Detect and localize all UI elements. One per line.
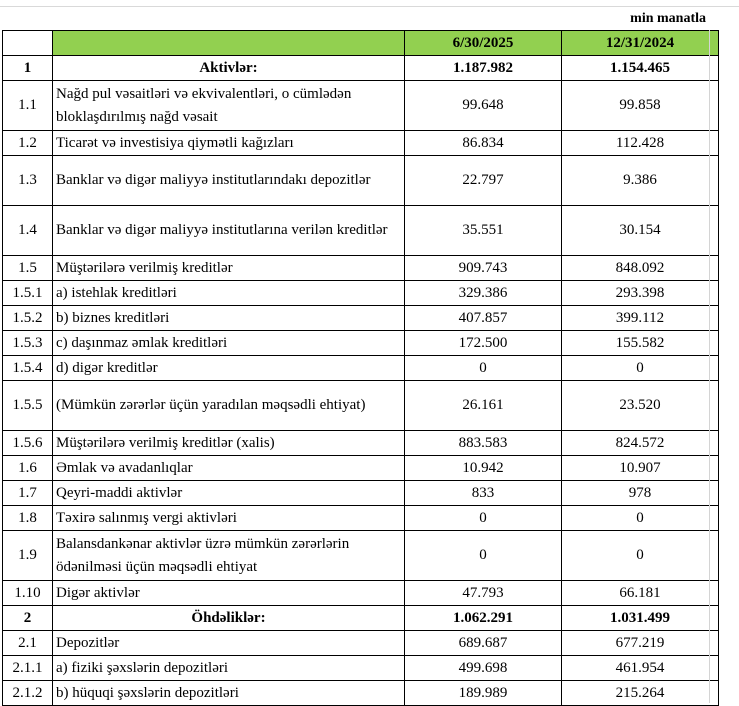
table-row	[3, 306, 719, 331]
row-code-cell[interactable]: 2	[3, 606, 53, 631]
row-description-cell[interactable]: Təxirə salınmış vergi aktivləri	[53, 506, 405, 531]
row-value-2024-cell[interactable]: 978	[562, 481, 719, 506]
header-col1-date[interactable]: 6/30/2025	[405, 31, 562, 56]
row-code-cell[interactable]: 1.10	[3, 581, 53, 606]
row-value-2025-cell[interactable]: 883.583	[405, 431, 562, 456]
row-value-2025-cell[interactable]: 833	[405, 481, 562, 506]
row-value-2025-cell[interactable]: 35.551	[405, 206, 562, 256]
row-code-cell[interactable]: 1.5	[3, 256, 53, 281]
row-value-2024-cell[interactable]: 461.954	[562, 656, 719, 681]
table-row	[3, 331, 719, 356]
row-code-cell[interactable]: 1.1	[3, 81, 53, 131]
cut-off-top-row	[0, 0, 739, 7]
row-value-2025-cell[interactable]: 0	[405, 356, 562, 381]
row-code-cell[interactable]: 1.5.3	[3, 331, 53, 356]
row-code-cell[interactable]: 1.5.1	[3, 281, 53, 306]
row-value-2024-cell[interactable]: 30.154	[562, 206, 719, 256]
row-description-cell[interactable]: Banklar və digər maliyyə institutlarındakı depozitlər	[53, 156, 405, 206]
row-description-cell[interactable]: Əmlak və avadanlıqlar	[53, 456, 405, 481]
header-row	[3, 31, 719, 56]
row-value-2025-cell[interactable]: 22.797	[405, 156, 562, 206]
row-code-cell[interactable]: 2.1	[3, 631, 53, 656]
table-row	[3, 256, 719, 281]
row-value-2025-cell[interactable]: 99.648	[405, 81, 562, 131]
row-code-cell[interactable]: 1.8	[3, 506, 53, 531]
row-value-2025-cell[interactable]: 189.989	[405, 681, 562, 706]
row-value-2025-cell[interactable]: 86.834	[405, 131, 562, 156]
row-value-2024-cell[interactable]: 23.520	[562, 381, 719, 431]
row-code-cell[interactable]: 1.2	[3, 131, 53, 156]
row-description-cell[interactable]: Qeyri-maddi aktivlər	[53, 481, 405, 506]
row-code-cell[interactable]: 1.4	[3, 206, 53, 256]
row-description-cell[interactable]: b) hüquqi şəxslərin depozitləri	[53, 681, 405, 706]
table-row	[3, 481, 719, 506]
table-row	[3, 531, 719, 581]
table-row	[3, 281, 719, 306]
row-value-2024-cell[interactable]: 0	[562, 531, 719, 581]
row-description-cell[interactable]: Depozitlər	[53, 631, 405, 656]
row-value-2025-cell[interactable]: 407.857	[405, 306, 562, 331]
row-description-cell[interactable]: d) digər kreditlər	[53, 356, 405, 381]
row-value-2025-cell[interactable]: 172.500	[405, 331, 562, 356]
row-code-cell[interactable]: 1.6	[3, 456, 53, 481]
row-value-2025-cell[interactable]: 47.793	[405, 581, 562, 606]
row-description-cell[interactable]: Digər aktivlər	[53, 581, 405, 606]
row-value-2024-cell[interactable]: 1.154.465	[562, 56, 719, 81]
row-value-2025-cell[interactable]: 0	[405, 506, 562, 531]
row-code-cell[interactable]: 1.5.2	[3, 306, 53, 331]
row-value-2024-cell[interactable]: 99.858	[562, 81, 719, 131]
table-row	[3, 456, 719, 481]
row-code-cell[interactable]: 1.7	[3, 481, 53, 506]
row-code-cell[interactable]: 1.5.6	[3, 431, 53, 456]
row-value-2025-cell[interactable]: 0	[405, 531, 562, 581]
table-row	[3, 356, 719, 381]
table-row	[3, 206, 719, 256]
row-code-cell[interactable]: 2.1.2	[3, 681, 53, 706]
row-description-cell[interactable]: c) daşınmaz əmlak kreditləri	[53, 331, 405, 356]
row-value-2025-cell[interactable]: 1.187.982	[405, 56, 562, 81]
row-value-2025-cell[interactable]: 329.386	[405, 281, 562, 306]
header-blank-desc[interactable]	[53, 31, 405, 56]
table-row	[3, 381, 719, 431]
row-value-2025-cell[interactable]: 499.698	[405, 656, 562, 681]
table-row	[3, 81, 719, 131]
row-value-2024-cell[interactable]: 112.428	[562, 131, 719, 156]
row-value-2024-cell[interactable]: 293.398	[562, 281, 719, 306]
row-value-2024-cell[interactable]: 677.219	[562, 631, 719, 656]
row-description-cell[interactable]: Balansdankənar aktivlər üzrə mümkün zərərlərin ödənilməsi üçün məqsədli ehtiyat	[53, 531, 405, 581]
row-code-cell[interactable]: 1.9	[3, 531, 53, 581]
row-value-2025-cell[interactable]: 689.687	[405, 631, 562, 656]
row-description-cell[interactable]: b) biznes kreditləri	[53, 306, 405, 331]
row-value-2025-cell[interactable]: 1.062.291	[405, 606, 562, 631]
sheet-gridline	[709, 30, 710, 703]
header-col2-date[interactable]: 12/31/2024	[562, 31, 719, 56]
row-value-2024-cell[interactable]: 0	[562, 506, 719, 531]
row-value-2024-cell[interactable]: 215.264	[562, 681, 719, 706]
row-description-cell[interactable]: Müştərilərə verilmiş kreditlər (xalis)	[53, 431, 405, 456]
section-row	[3, 606, 719, 631]
unit-label: min manatla	[630, 11, 706, 26]
table-row	[3, 156, 719, 206]
row-code-cell[interactable]: 1	[3, 56, 53, 81]
row-description-cell[interactable]: a) istehlak kreditləri	[53, 281, 405, 306]
row-description-cell[interactable]: Müştərilərə verilmiş kreditlər	[53, 256, 405, 281]
table-row	[3, 631, 719, 656]
row-description-cell[interactable]: (Mümkün zərərlər üçün yaradılan məqsədli ehtiyat)	[53, 381, 405, 431]
row-value-2025-cell[interactable]: 909.743	[405, 256, 562, 281]
row-value-2024-cell[interactable]: 155.582	[562, 331, 719, 356]
row-description-cell[interactable]: Banklar və digər maliyyə institutlarına verilən kreditlər	[53, 206, 405, 256]
table-row	[3, 581, 719, 606]
row-description-cell[interactable]: a) fiziki şəxslərin depozitləri	[53, 656, 405, 681]
table-row	[3, 131, 719, 156]
table-row	[3, 656, 719, 681]
row-value-2024-cell[interactable]: 824.572	[562, 431, 719, 456]
header-blank-code[interactable]	[3, 31, 53, 56]
table-row	[3, 431, 719, 456]
row-code-cell[interactable]: 1.5.4	[3, 356, 53, 381]
row-code-cell[interactable]: 1.5.5	[3, 381, 53, 431]
row-description-cell[interactable]: Nağd pul vəsaitləri və ekvivalentləri, o cümlədən bloklaşdırılmış nağd vəsait	[53, 81, 405, 131]
row-value-2024-cell[interactable]: 1.031.499	[562, 606, 719, 631]
row-description-cell[interactable]: Ticarət və investisiya qiymətli kağızları	[53, 131, 405, 156]
row-value-2024-cell[interactable]: 66.181	[562, 581, 719, 606]
row-value-2024-cell[interactable]: 10.907	[562, 456, 719, 481]
table-row	[3, 506, 719, 531]
row-value-2024-cell[interactable]: 0	[562, 356, 719, 381]
section-row	[3, 56, 719, 81]
row-value-2025-cell[interactable]: 26.161	[405, 381, 562, 431]
row-code-cell[interactable]: 2.1.1	[3, 656, 53, 681]
row-value-2025-cell[interactable]: 10.942	[405, 456, 562, 481]
row-description-cell[interactable]: Öhdəliklər:	[53, 606, 405, 631]
balance-sheet-table	[2, 30, 719, 706]
row-description-cell[interactable]: Aktivlər:	[53, 56, 405, 81]
row-value-2024-cell[interactable]: 9.386	[562, 156, 719, 206]
row-code-cell[interactable]: 1.3	[3, 156, 53, 206]
row-value-2024-cell[interactable]: 399.112	[562, 306, 719, 331]
row-value-2024-cell[interactable]: 848.092	[562, 256, 719, 281]
table-row	[3, 681, 719, 706]
